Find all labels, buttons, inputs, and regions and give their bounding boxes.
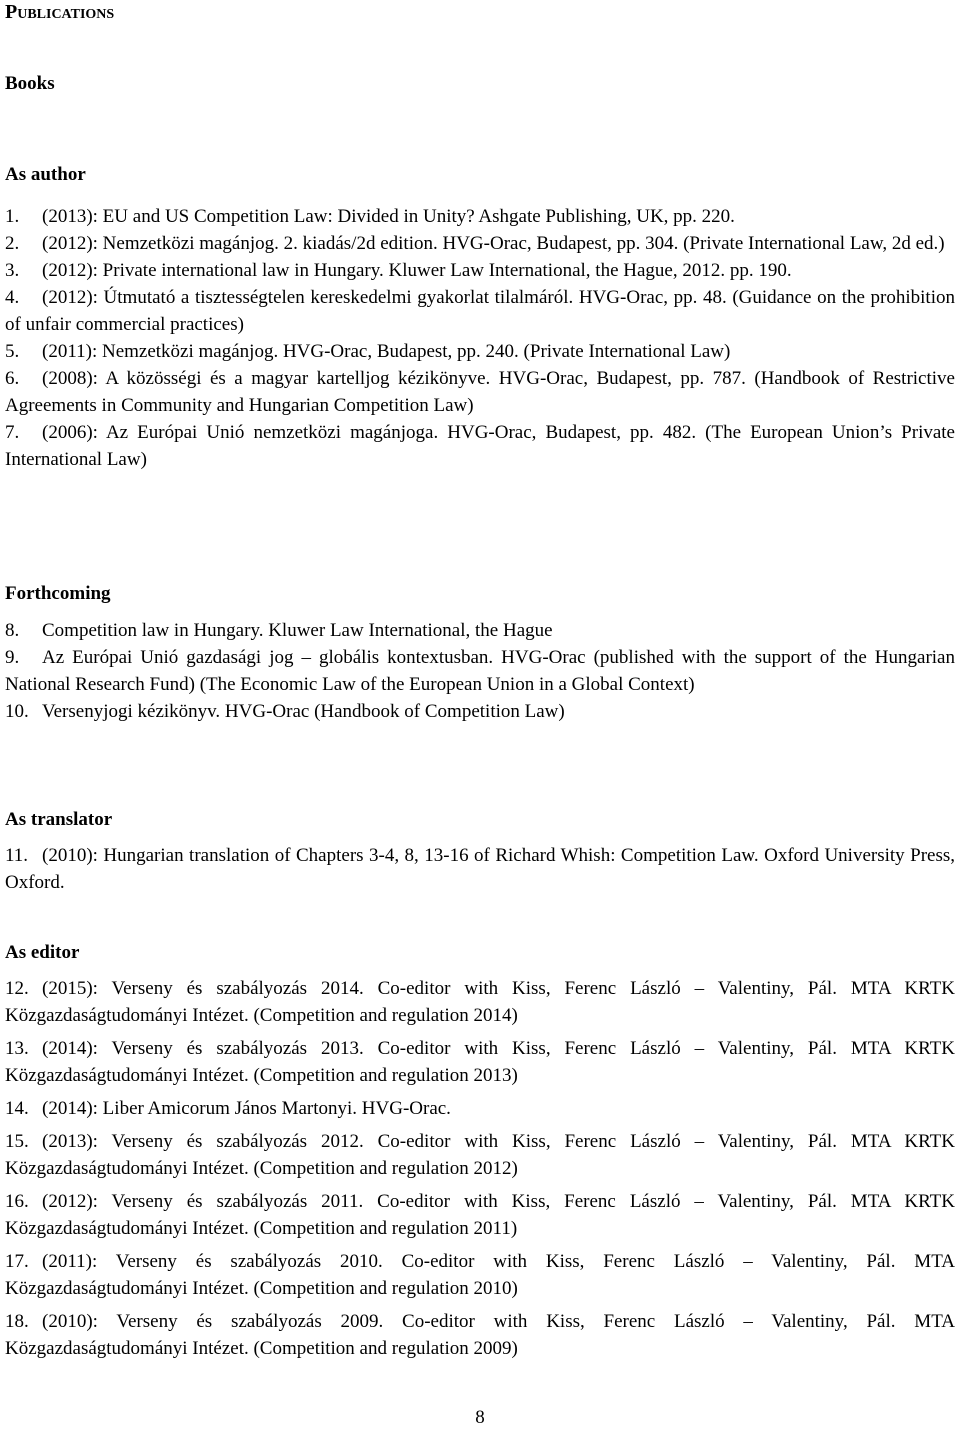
item-text: (2012): Private international law in Hungary. Kluwer Law International, the Hague, 2012. pp. 190. <box>42 260 792 281</box>
item-number: 11. <box>5 845 29 866</box>
item-text: (2012): Útmutató a tisztességtelen kereskedelmi gyakorlat tilalmáról. HVG-Orac, pp. 48. (Guidance on the prohibition of unfair commercial practices) <box>5 287 955 335</box>
item-number: 2. <box>5 233 20 254</box>
list-item <box>5 365 955 419</box>
item-text: (2010): Verseny és szabályozás 2009. Co-editor with Kiss, Ferenc László – Valentiny, Pál. MTA Közgazdaságtudományi Intézet. (Competition and regulation 2009) <box>5 1311 955 1359</box>
list-item <box>5 1248 955 1302</box>
item-number: 12. <box>5 978 29 999</box>
item-text: (2011): Verseny és szabályozás 2010. Co-editor with Kiss, Ferenc László – Valentiny, Pál. MTA Közgazdaságtudományi Intézet. (Competition and regulation 2010) <box>5 1251 955 1299</box>
list-item <box>5 698 955 725</box>
editor-list <box>5 975 955 1362</box>
item-text: (2012): Verseny és szabályozás 2011. Co-editor with Kiss, Ferenc László – Valentiny, Pál. MTA KRTK Közgazdaságtudományi Intézet. (Competition and regulation 2011) <box>5 1191 955 1239</box>
item-number: 4. <box>5 287 20 308</box>
item-text: (2014): Verseny és szabályozás 2013. Co-editor with Kiss, Ferenc László – Valentiny, Pál. MTA KRTK Közgazdaságtudományi Intézet. (Competition and regulation 2013) <box>5 1038 955 1086</box>
page-title: Publications <box>5 1 115 23</box>
item-number: 15. <box>5 1131 29 1152</box>
item-text: (2013): EU and US Competition Law: Divided in Unity? Ashgate Publishing, UK, pp. 220. <box>42 206 735 227</box>
item-text: (2006): Az Európai Unió nemzetközi magánjoga. HVG-Orac, Budapest, pp. 482. (The European Union’s Private International Law) <box>5 422 955 470</box>
list-item <box>5 338 955 365</box>
translator-heading: As translator <box>5 809 113 830</box>
author-heading: As author <box>5 164 86 185</box>
list-item <box>5 644 955 698</box>
item-text: (2014): Liber Amicorum János Martonyi. HVG-Orac. <box>42 1098 451 1119</box>
translator-list <box>5 842 955 896</box>
item-text: (2011): Nemzetközi magánjog. HVG-Orac, Budapest, pp. 240. (Private International Law) <box>42 341 731 362</box>
author-list <box>5 203 955 473</box>
item-text: Versenyjogi kézikönyv. HVG-Orac (Handbook of Competition Law) <box>42 701 565 722</box>
item-number: 10. <box>5 701 29 722</box>
list-item <box>5 975 955 1029</box>
list-item <box>5 1308 955 1362</box>
item-number: 1. <box>5 206 20 227</box>
forthcoming-list <box>5 617 955 725</box>
list-item <box>5 1035 955 1089</box>
list-item <box>5 1095 955 1122</box>
item-number: 17. <box>5 1251 29 1272</box>
list-item <box>5 257 955 284</box>
item-number: 6. <box>5 368 20 389</box>
item-text: (2012): Nemzetközi magánjog. 2. kiadás/2d edition. HVG-Orac, Budapest, pp. 304. (Private International Law, 2d ed.) <box>42 233 945 254</box>
item-text: Competition law in Hungary. Kluwer Law International, the Hague <box>42 620 553 641</box>
item-number: 9. <box>5 647 20 668</box>
list-item <box>5 230 955 257</box>
item-text: (2015): Verseny és szabályozás 2014. Co-editor with Kiss, Ferenc László – Valentiny, Pál. MTA KRTK Közgazdaságtudományi Intézet. (Competition and regulation 2014) <box>5 978 955 1026</box>
list-item <box>5 203 955 230</box>
item-number: 16. <box>5 1191 29 1212</box>
item-number: 5. <box>5 341 20 362</box>
list-item <box>5 1188 955 1242</box>
list-item <box>5 842 955 896</box>
item-number: 7. <box>5 422 20 443</box>
list-item <box>5 1128 955 1182</box>
item-text: (2013): Verseny és szabályozás 2012. Co-editor with Kiss, Ferenc László – Valentiny, Pál. MTA KRTK Közgazdaságtudományi Intézet. (Competition and regulation 2012) <box>5 1131 955 1179</box>
item-text: Az Európai Unió gazdasági jog – globális kontextusban. HVG-Orac (published with the support of the Hungarian National Research Fund) (The Economic Law of the European Union in a Global Context) <box>5 647 955 695</box>
item-number: 3. <box>5 260 20 281</box>
list-item <box>5 419 955 473</box>
item-text: (2010): Hungarian translation of Chapters 3-4, 8, 13-16 of Richard Whish: Competition Law. Oxford University Press, Oxford. <box>5 845 955 893</box>
list-item <box>5 284 955 338</box>
item-text: (2008): A közösségi és a magyar kartelljog kézikönyve. HVG-Orac, Budapest, pp. 787. (Handbook of Restrictive Agreements in Community and Hungarian Competition Law) <box>5 368 955 416</box>
item-number: 14. <box>5 1098 29 1119</box>
item-number: 8. <box>5 620 20 641</box>
list-item <box>5 617 955 644</box>
editor-heading: As editor <box>5 942 80 963</box>
books-heading: Books <box>5 73 55 94</box>
item-number: 13. <box>5 1038 29 1059</box>
forthcoming-heading: Forthcoming <box>5 583 111 604</box>
page-number: 8 <box>475 1407 485 1428</box>
item-number: 18. <box>5 1311 29 1332</box>
